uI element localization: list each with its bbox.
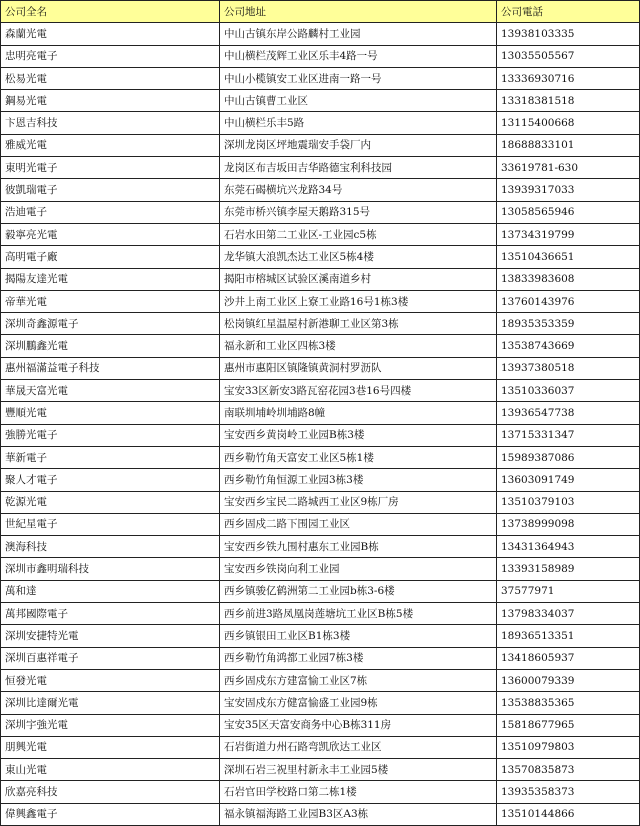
company-address-cell: 西乡固戍东方建富愉工业区7栋 [220,669,497,691]
company-name-cell: 朋興光電 [1,736,220,758]
company-phone-cell: 13939317033 [497,179,640,201]
table-row [1,491,640,513]
table-row [1,513,640,535]
company-address-cell: 中山横栏茂辉工业区乐丰4路一号 [220,45,497,67]
company-address-cell: 揭阳市榕城区试验区溪南道乡村 [220,268,497,290]
company-phone-cell: 13833983608 [497,268,640,290]
table-row [1,357,640,379]
table-row [1,759,640,781]
company-address-cell: 龙华镇大浪凯杰达工业区5栋4楼 [220,246,497,268]
company-name-cell: 揭陽友達光電 [1,268,220,290]
company-address-cell: 松岗镇红星温屋村新港聊工业区第3栋 [220,313,497,335]
table-row [1,558,640,580]
company-name-cell: 高明電子廠 [1,246,220,268]
table-row [1,268,640,290]
company-address-cell: 宝安33区新安3路瓦窑花园3巷16号四楼 [220,380,497,402]
company-name-cell: 深圳百惠祥電子 [1,647,220,669]
company-address-cell: 西乡镇银田工业区B1栋3楼 [220,625,497,647]
company-name-cell: 森蘭光電 [1,23,220,45]
company-phone-cell: 15818677965 [497,714,640,736]
company-name-cell: 聚人才電子 [1,469,220,491]
company-name-cell: 惠州福滿益電子科技 [1,357,220,379]
table-row [1,380,640,402]
company-phone-cell: 13431364943 [497,536,640,558]
company-phone-cell: 18936513351 [497,625,640,647]
company-name-cell: 彼凱瑞電子 [1,179,220,201]
company-phone-cell: 13715331347 [497,424,640,446]
company-address-cell: 福永新和工业区四栋3楼 [220,335,497,357]
company-address-cell: 宝安西乡铁九围村惠东工业园B栋 [220,536,497,558]
table-row [1,580,640,602]
company-name-cell: 東明光電子 [1,157,220,179]
company-phone-cell: 13538743669 [497,335,640,357]
company-phone-cell: 13936547738 [497,402,640,424]
company-address-cell: 深圳石岩三祝里村新永丰工业园5楼 [220,759,497,781]
company-phone-cell: 13935358373 [497,781,640,803]
company-name-cell: 深圳奇鑫源電子 [1,313,220,335]
company-name-cell: 世紀星電子 [1,513,220,535]
company-name-cell: 雅威光電 [1,134,220,156]
company-address-cell: 宝安西乡宝民二路城西工业区9栋厂房 [220,491,497,513]
company-phone-cell: 13336930716 [497,67,640,89]
table-row [1,179,640,201]
table-row [1,647,640,669]
company-phone-cell: 13937380518 [497,357,640,379]
company-phone-cell: 13393158989 [497,558,640,580]
table-row [1,246,640,268]
table-row [1,157,640,179]
company-address-cell: 沙井上南工业区上寮工业路16号1栋3楼 [220,290,497,312]
header-company-name: 公司全名 [1,1,220,23]
company-name-cell: 深圳宇強光電 [1,714,220,736]
company-address-cell: 西乡镇骏亿鹤洲第二工业园b栋3-6楼 [220,580,497,602]
company-name-cell: 卞恩吉科技 [1,112,220,134]
table-row [1,134,640,156]
company-address-cell: 西乡勒竹角鸿都工业园7栋3楼 [220,647,497,669]
company-name-cell: 忠明亮電子 [1,45,220,67]
company-name-cell: 深圳市鑫明瑞科技 [1,558,220,580]
company-phone-cell: 13798334037 [497,603,640,625]
table-row [1,67,640,89]
table-row [1,714,640,736]
company-address-cell: 石岩官田学校路口第二栋1楼 [220,781,497,803]
table-row [1,469,640,491]
table-row [1,536,640,558]
company-name-cell: 華新電子 [1,446,220,468]
table-row [1,223,640,245]
table-body [1,23,640,826]
company-name-cell: 乾源光電 [1,491,220,513]
company-name-cell: 帝華光電 [1,290,220,312]
company-phone-cell: 33619781-630 [497,157,640,179]
company-phone-cell: 13418605937 [497,647,640,669]
company-phone-cell: 13570835873 [497,759,640,781]
company-name-cell: 澳海科技 [1,536,220,558]
company-address-cell: 宝安西乡铁岗向利工业园 [220,558,497,580]
table-row [1,402,640,424]
company-name-cell: 深圳鵬鑫光電 [1,335,220,357]
company-phone-cell: 13510379103 [497,491,640,513]
company-name-cell: 偉興鑫電子 [1,803,220,825]
table-row [1,90,640,112]
company-address-cell: 石岩水田第二工业区-工业园c5栋 [220,223,497,245]
company-name-cell: 深圳比達爾光電 [1,692,220,714]
company-name-cell: 華晟天富光電 [1,380,220,402]
company-name-cell: 鋼易光電 [1,90,220,112]
table-row [1,625,640,647]
company-name-cell: 松易光電 [1,67,220,89]
company-address-cell: 中山小榄镇安工业区进南一路一号 [220,67,497,89]
company-phone-cell: 13510436651 [497,246,640,268]
company-address-cell: 深圳龙岗区坪地震瑞安手袋厂内 [220,134,497,156]
company-phone-cell: 15989387086 [497,446,640,468]
company-address-cell: 东莞石碣横坑兴龙路34号 [220,179,497,201]
header-company-address: 公司地址 [220,1,497,23]
company-phone-cell: 13938103335 [497,23,640,45]
company-phone-cell: 13600079339 [497,669,640,691]
company-phone-cell: 13115400668 [497,112,640,134]
company-name-cell: 萬和達 [1,580,220,602]
company-address-cell: 西乡前进3路凤凰岗莲塘坑工业区B栋5楼 [220,603,497,625]
company-address-cell: 惠州市惠阳区镇隆镇黄洞村罗沥队 [220,357,497,379]
table-row [1,335,640,357]
company-phone-cell: 13538835365 [497,692,640,714]
company-phone-cell: 13058565946 [497,201,640,223]
company-name-cell: 恒發光電 [1,669,220,691]
table-row [1,603,640,625]
company-phone-cell: 18935353359 [497,313,640,335]
company-address-cell: 龙岗区布吉坂田吉华路德宝利科技园 [220,157,497,179]
company-address-cell: 宝安35区天富安商务中心B栋311房 [220,714,497,736]
company-address-cell: 石岩街道力州石路弯凯欣达工业区 [220,736,497,758]
company-address-cell: 西乡固戍二路下围园工业区 [220,513,497,535]
table-row [1,803,640,825]
table-row [1,112,640,134]
company-phone-cell: 13734319799 [497,223,640,245]
header-company-phone: 公司電話 [497,1,640,23]
table-row [1,424,640,446]
company-address-cell: 西乡勒竹角天富安工业区5栋1楼 [220,446,497,468]
company-name-cell: 豐順光電 [1,402,220,424]
header-row [1,1,640,23]
table-row [1,692,640,714]
company-address-cell: 宝安西乡黄岗岭工业园B栋3楼 [220,424,497,446]
table-row [1,669,640,691]
company-phone-cell: 13035505567 [497,45,640,67]
table-row [1,201,640,223]
company-name-cell: 毅寧亮光電 [1,223,220,245]
company-phone-cell: 13510979803 [497,736,640,758]
table-row [1,23,640,45]
table-row [1,290,640,312]
company-address-cell: 东莞市桥兴镇李屋天鹅路315号 [220,201,497,223]
company-phone-cell: 37577971 [497,580,640,602]
company-address-cell: 中山古镇东岸公路麟村工业园 [220,23,497,45]
company-address-cell: 西乡勒竹角恒源工业园3栋3楼 [220,469,497,491]
company-phone-cell: 13738999098 [497,513,640,535]
table-row [1,313,640,335]
company-name-cell: 強勝光電子 [1,424,220,446]
company-address-cell: 宝安固戍东方健富愉盛工业园9栋 [220,692,497,714]
company-address-cell: 中山横栏乐丰5路 [220,112,497,134]
company-address-cell: 福永镇福海路工业园B3区A3栋 [220,803,497,825]
table-row [1,446,640,468]
company-phone-cell: 13760143976 [497,290,640,312]
table-row [1,736,640,758]
table-row [1,781,640,803]
company-phone-cell: 13318381518 [497,90,640,112]
company-name-cell: 深圳安捷特光電 [1,625,220,647]
table-row [1,45,640,67]
company-name-cell: 浩迪電子 [1,201,220,223]
company-name-cell: 萬邦國際電子 [1,603,220,625]
company-name-cell: 欣嘉亮科技 [1,781,220,803]
company-phone-cell: 13603091749 [497,469,640,491]
company-phone-cell: 13510336037 [497,380,640,402]
company-address-cell: 中山古镇曹工业区 [220,90,497,112]
company-name-cell: 東山光電 [1,759,220,781]
company-address-cell: 南联圳埔岭圳埔路8幢 [220,402,497,424]
company-phone-cell: 13510144866 [497,803,640,825]
company-phone-cell: 18688833101 [497,134,640,156]
